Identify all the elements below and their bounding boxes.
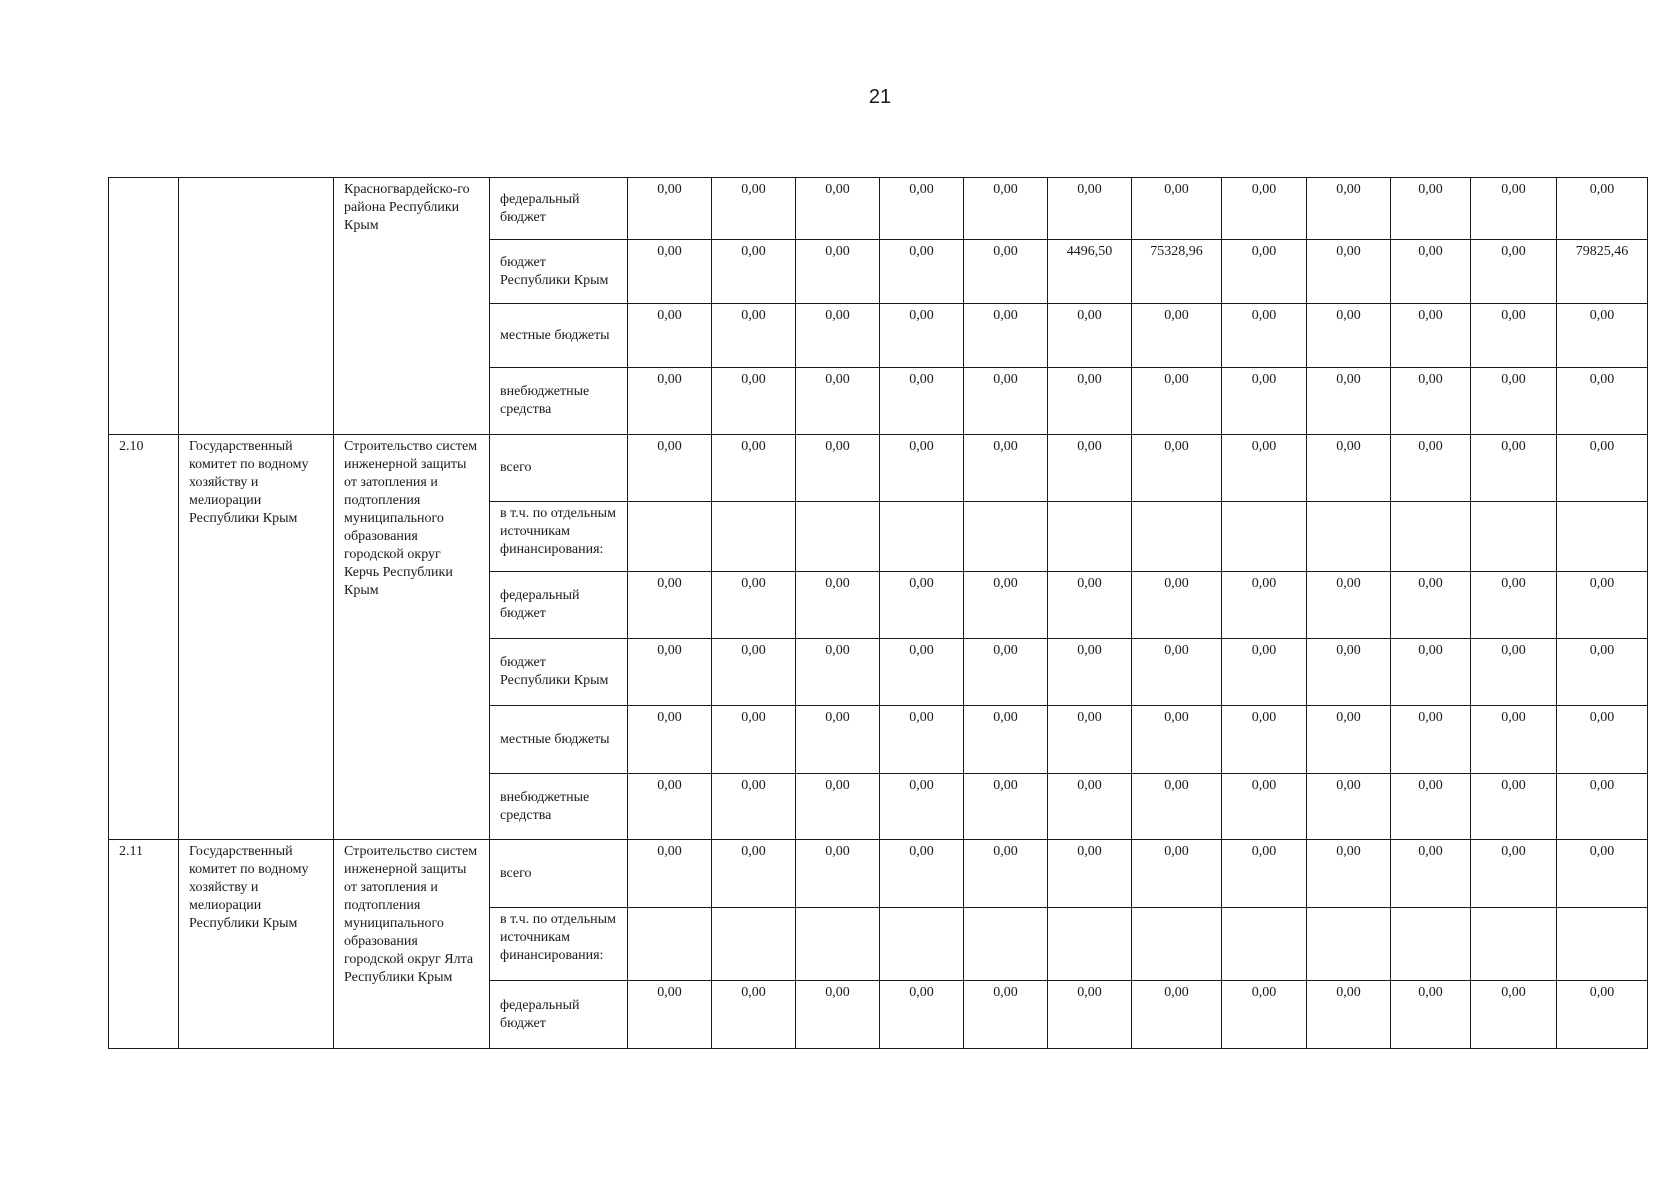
value-cell: 0,00 — [964, 639, 1048, 706]
value-cell: 0,00 — [1557, 706, 1648, 774]
value-cell: 0,00 — [1222, 435, 1307, 502]
value-cell: 0,00 — [1048, 572, 1132, 639]
value-cell: 0,00 — [712, 981, 796, 1049]
object-cell: Строительство систем инженерной защиты от затопления и подтопления муниципального образования городской округ Ялта Республики Крым — [334, 840, 490, 1049]
value-cell: 0,00 — [964, 981, 1048, 1049]
value-cell: 0,00 — [1307, 639, 1391, 706]
table-row — [109, 840, 1648, 908]
value-cell: 0,00 — [1048, 304, 1132, 368]
value-cell: 0,00 — [964, 706, 1048, 774]
item-number-cell: 2.11 — [109, 840, 179, 1049]
value-cell: 0,00 — [1132, 435, 1222, 502]
value-cell: 0,00 — [1048, 178, 1132, 240]
value-cell: 0,00 — [964, 240, 1048, 304]
value-cell: 0,00 — [1132, 639, 1222, 706]
table-row — [109, 435, 1648, 502]
value-cell: 0,00 — [628, 368, 712, 435]
value-cell: 0,00 — [1557, 639, 1648, 706]
value-cell — [796, 908, 880, 981]
value-cell: 0,00 — [1557, 981, 1648, 1049]
value-cell — [1132, 502, 1222, 572]
value-cell: 0,00 — [1222, 981, 1307, 1049]
value-cell: 0,00 — [1048, 706, 1132, 774]
value-cell: 0,00 — [712, 639, 796, 706]
value-cell: 0,00 — [796, 706, 880, 774]
value-cell: 0,00 — [1471, 840, 1557, 908]
value-cell: 0,00 — [1391, 435, 1471, 502]
value-cell — [712, 908, 796, 981]
value-cell — [1391, 502, 1471, 572]
value-cell: 0,00 — [1471, 706, 1557, 774]
value-cell: 0,00 — [1048, 639, 1132, 706]
value-cell: 0,00 — [628, 240, 712, 304]
value-cell: 0,00 — [712, 774, 796, 840]
value-cell — [628, 502, 712, 572]
value-cell: 0,00 — [1222, 840, 1307, 908]
page-number: 21 — [868, 86, 892, 108]
value-cell — [1557, 908, 1648, 981]
value-cell: 0,00 — [712, 435, 796, 502]
value-cell: 0,00 — [964, 304, 1048, 368]
value-cell — [712, 502, 796, 572]
value-cell: 0,00 — [880, 304, 964, 368]
value-cell: 0,00 — [1557, 435, 1648, 502]
value-cell: 0,00 — [1557, 304, 1648, 368]
value-cell: 0,00 — [628, 304, 712, 368]
value-cell: 0,00 — [964, 572, 1048, 639]
value-cell: 0,00 — [628, 774, 712, 840]
value-cell: 0,00 — [628, 435, 712, 502]
value-cell: 0,00 — [1471, 981, 1557, 1049]
value-cell — [1557, 502, 1648, 572]
value-cell: 0,00 — [1307, 572, 1391, 639]
value-cell: 0,00 — [1222, 572, 1307, 639]
value-cell: 0,00 — [1048, 840, 1132, 908]
value-cell: 0,00 — [880, 178, 964, 240]
value-cell: 0,00 — [1471, 178, 1557, 240]
value-cell — [1307, 502, 1391, 572]
value-cell: 0,00 — [880, 240, 964, 304]
value-cell: 0,00 — [880, 981, 964, 1049]
funding-source-cell: местные бюджеты — [490, 706, 628, 774]
value-cell: 79825,46 — [1557, 240, 1648, 304]
value-cell: 0,00 — [1391, 178, 1471, 240]
value-cell: 0,00 — [796, 368, 880, 435]
value-cell: 0,00 — [1132, 840, 1222, 908]
value-cell: 0,00 — [796, 840, 880, 908]
value-cell: 0,00 — [1048, 774, 1132, 840]
value-cell: 0,00 — [964, 774, 1048, 840]
value-cell: 0,00 — [796, 435, 880, 502]
value-cell: 0,00 — [1391, 774, 1471, 840]
value-cell: 0,00 — [796, 178, 880, 240]
value-cell — [1471, 908, 1557, 981]
value-cell: 0,00 — [796, 981, 880, 1049]
value-cell: 0,00 — [712, 572, 796, 639]
value-cell: 0,00 — [1307, 368, 1391, 435]
value-cell: 0,00 — [1222, 304, 1307, 368]
funding-source-cell: в т.ч. по отдельным источникам финансирования: — [490, 908, 628, 981]
value-cell: 0,00 — [1471, 304, 1557, 368]
value-cell — [964, 908, 1048, 981]
item-number-cell: 2.10 — [109, 435, 179, 840]
item-number-cell — [109, 178, 179, 435]
value-cell — [964, 502, 1048, 572]
value-cell: 0,00 — [1557, 572, 1648, 639]
value-cell — [796, 502, 880, 572]
funding-source-cell: всего — [490, 840, 628, 908]
value-cell: 0,00 — [1471, 435, 1557, 502]
value-cell: 75328,96 — [1132, 240, 1222, 304]
value-cell: 0,00 — [1222, 368, 1307, 435]
value-cell: 0,00 — [712, 706, 796, 774]
value-cell: 0,00 — [1132, 368, 1222, 435]
value-cell: 0,00 — [1307, 435, 1391, 502]
value-cell: 0,00 — [1307, 840, 1391, 908]
value-cell: 0,00 — [628, 981, 712, 1049]
value-cell: 0,00 — [1391, 368, 1471, 435]
value-cell: 0,00 — [712, 178, 796, 240]
value-cell — [880, 908, 964, 981]
value-cell: 0,00 — [880, 368, 964, 435]
value-cell: 0,00 — [1132, 304, 1222, 368]
value-cell: 0,00 — [1222, 774, 1307, 840]
value-cell: 0,00 — [796, 240, 880, 304]
value-cell — [1048, 908, 1132, 981]
object-cell: Красногвардейско-го района Республики Крым — [334, 178, 490, 435]
value-cell: 0,00 — [1048, 981, 1132, 1049]
value-cell: 0,00 — [1471, 368, 1557, 435]
value-cell: 0,00 — [1391, 639, 1471, 706]
value-cell: 0,00 — [628, 639, 712, 706]
value-cell: 0,00 — [1557, 774, 1648, 840]
value-cell: 0,00 — [1222, 178, 1307, 240]
value-cell: 0,00 — [964, 435, 1048, 502]
value-cell: 0,00 — [628, 840, 712, 908]
value-cell: 0,00 — [1048, 435, 1132, 502]
value-cell: 0,00 — [880, 435, 964, 502]
value-cell: 0,00 — [1048, 368, 1132, 435]
value-cell: 0,00 — [1391, 840, 1471, 908]
value-cell: 0,00 — [1132, 706, 1222, 774]
value-cell: 0,00 — [1557, 368, 1648, 435]
value-cell: 0,00 — [1391, 706, 1471, 774]
value-cell: 0,00 — [1471, 572, 1557, 639]
value-cell: 0,00 — [1391, 240, 1471, 304]
value-cell — [628, 908, 712, 981]
value-cell: 0,00 — [712, 840, 796, 908]
funding-source-cell: федеральный бюджет — [490, 178, 628, 240]
funding-source-cell: федеральный бюджет — [490, 572, 628, 639]
funding-source-cell: внебюджетные средства — [490, 774, 628, 840]
object-cell: Строительство систем инженерной защиты от затопления и подтопления муниципального образования городской округ Керчь Республики Крым — [334, 435, 490, 840]
value-cell: 0,00 — [628, 706, 712, 774]
funding-source-cell: бюджет Республики Крым — [490, 240, 628, 304]
value-cell: 0,00 — [1471, 639, 1557, 706]
table-row — [109, 178, 1648, 240]
value-cell — [1471, 502, 1557, 572]
value-cell: 0,00 — [796, 774, 880, 840]
value-cell: 4496,50 — [1048, 240, 1132, 304]
value-cell: 0,00 — [1307, 774, 1391, 840]
organization-cell: Государственный комитет по водному хозяйству и мелиорации Республики Крым — [179, 840, 334, 1049]
funding-source-cell: местные бюджеты — [490, 304, 628, 368]
value-cell: 0,00 — [796, 572, 880, 639]
value-cell: 0,00 — [796, 639, 880, 706]
value-cell: 0,00 — [1132, 981, 1222, 1049]
value-cell — [1222, 908, 1307, 981]
value-cell: 0,00 — [880, 572, 964, 639]
funding-source-cell: бюджет Республики Крым — [490, 639, 628, 706]
value-cell: 0,00 — [1471, 240, 1557, 304]
value-cell — [1222, 502, 1307, 572]
value-cell: 0,00 — [1222, 706, 1307, 774]
value-cell: 0,00 — [1307, 981, 1391, 1049]
value-cell: 0,00 — [712, 304, 796, 368]
funding-source-cell: в т.ч. по отдельным источникам финансирования: — [490, 502, 628, 572]
value-cell: 0,00 — [1391, 304, 1471, 368]
value-cell: 0,00 — [1307, 240, 1391, 304]
value-cell: 0,00 — [628, 178, 712, 240]
value-cell: 0,00 — [1132, 178, 1222, 240]
organization-cell: Государственный комитет по водному хозяйству и мелиорации Республики Крым — [179, 435, 334, 840]
organization-cell — [179, 178, 334, 435]
value-cell: 0,00 — [964, 368, 1048, 435]
value-cell: 0,00 — [712, 368, 796, 435]
value-cell — [880, 502, 964, 572]
value-cell: 0,00 — [1132, 774, 1222, 840]
value-cell: 0,00 — [1557, 178, 1648, 240]
value-cell: 0,00 — [1222, 240, 1307, 304]
value-cell: 0,00 — [880, 639, 964, 706]
value-cell: 0,00 — [880, 706, 964, 774]
funding-source-cell: федеральный бюджет — [490, 981, 628, 1049]
funding-source-cell: всего — [490, 435, 628, 502]
value-cell: 0,00 — [964, 178, 1048, 240]
value-cell: 0,00 — [1307, 304, 1391, 368]
value-cell — [1391, 908, 1471, 981]
funding-source-cell: внебюджетные средства — [490, 368, 628, 435]
value-cell: 0,00 — [628, 572, 712, 639]
value-cell: 0,00 — [1132, 572, 1222, 639]
value-cell: 0,00 — [1307, 178, 1391, 240]
value-cell: 0,00 — [1557, 840, 1648, 908]
value-cell: 0,00 — [712, 240, 796, 304]
value-cell: 0,00 — [1222, 639, 1307, 706]
table-body — [109, 178, 1648, 1049]
value-cell: 0,00 — [1391, 572, 1471, 639]
value-cell: 0,00 — [1471, 774, 1557, 840]
value-cell — [1132, 908, 1222, 981]
value-cell: 0,00 — [1307, 706, 1391, 774]
value-cell: 0,00 — [964, 840, 1048, 908]
value-cell — [1048, 502, 1132, 572]
value-cell: 0,00 — [880, 774, 964, 840]
budget-table — [108, 177, 1648, 1049]
value-cell: 0,00 — [1391, 981, 1471, 1049]
value-cell: 0,00 — [880, 840, 964, 908]
value-cell — [1307, 908, 1391, 981]
value-cell: 0,00 — [796, 304, 880, 368]
